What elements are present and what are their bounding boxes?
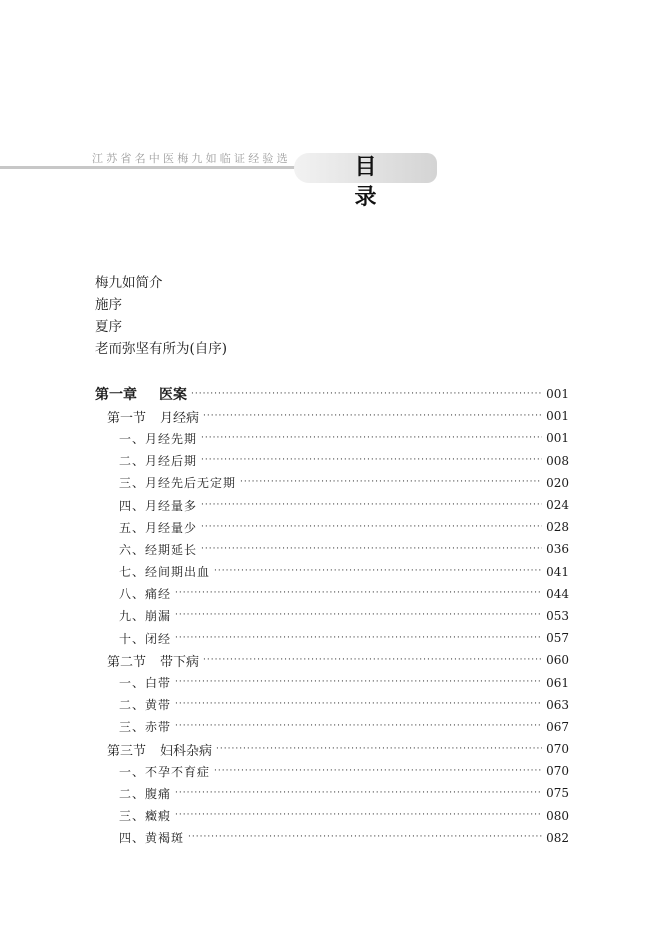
page-number: 024	[546, 498, 569, 513]
dot-leader	[191, 388, 542, 401]
toc-entry-label: 三、癥瘕	[119, 809, 172, 824]
dot-leader	[201, 521, 542, 534]
page-number: 001	[546, 431, 569, 446]
front-matter-item[interactable]: 梅九如简介	[95, 275, 163, 291]
toc-entry-label: 五、月经量少	[119, 520, 198, 535]
front-matter-list	[95, 272, 227, 360]
toc-entry-label: 二、月经后期	[119, 454, 198, 469]
toc-item-row[interactable]	[95, 694, 569, 716]
toc-entry-label: 四、黄褐斑	[119, 831, 185, 846]
table-of-contents	[95, 383, 569, 849]
dot-leader	[214, 565, 542, 578]
page-number: 001	[546, 387, 569, 402]
toc-entry-label: 三、月经先后无定期	[119, 476, 237, 491]
page-number: 028	[546, 520, 569, 535]
toc-entry-label	[95, 651, 199, 670]
toc-item-row[interactable]	[95, 716, 569, 738]
page-title: 目 录	[354, 155, 451, 210]
toc-item-row[interactable]	[95, 627, 569, 649]
toc-item-row[interactable]	[95, 605, 569, 627]
page-number: 067	[546, 719, 569, 734]
dot-leader	[216, 743, 542, 756]
toc-entry-label: 三、赤带	[119, 720, 172, 735]
toc-entry-label: 十、闭经	[119, 631, 172, 646]
front-matter-item[interactable]: 施序	[95, 297, 122, 313]
toc-item-row[interactable]	[95, 827, 569, 849]
toc-item-row[interactable]	[95, 583, 569, 605]
toc-section-row[interactable]	[95, 649, 569, 671]
toc-entry-title: 医案	[159, 387, 187, 404]
toc-entry-label: 一、不孕不育症	[119, 764, 211, 779]
toc-item-row[interactable]	[95, 671, 569, 693]
toc-entry-title: 妇科杂病	[160, 743, 213, 759]
dot-leader	[175, 676, 542, 689]
page-number: 070	[546, 742, 569, 757]
dot-leader	[201, 499, 542, 512]
toc-entry-label	[95, 740, 212, 759]
dot-leader	[175, 609, 542, 622]
toc-entry-label: 七、经间期出血	[119, 565, 211, 580]
dot-leader	[240, 476, 542, 489]
page-number: 075	[546, 786, 569, 801]
page-number: 041	[546, 564, 569, 579]
toc-entry-title: 带下病	[160, 654, 200, 670]
page-number: 001	[546, 409, 569, 424]
toc-section-row[interactable]	[95, 738, 569, 760]
toc-entry-label	[95, 407, 199, 426]
toc-item-row[interactable]	[95, 450, 569, 472]
page-number: 020	[546, 475, 569, 490]
toc-item-row[interactable]	[95, 427, 569, 449]
toc-item-row[interactable]	[95, 472, 569, 494]
toc-entry-title: 月经病	[160, 410, 200, 426]
page-number: 057	[546, 631, 569, 646]
toc-item-row[interactable]	[95, 494, 569, 516]
toc-item-row[interactable]	[95, 561, 569, 583]
toc-entry-prefix: 第一章	[95, 387, 137, 404]
page-number: 082	[546, 830, 569, 845]
toc-entry-prefix: 第三节	[107, 743, 147, 759]
toc-entry-label: 二、腹痛	[119, 786, 172, 801]
toc-entry-label: 一、月经先期	[119, 431, 198, 446]
page-number: 053	[546, 608, 569, 623]
dot-leader	[201, 543, 542, 556]
front-matter-item[interactable]: 夏序	[95, 319, 122, 335]
toc-chapter-row[interactable]	[95, 383, 569, 405]
title-tab	[294, 153, 451, 210]
toc-entry-label: 九、崩漏	[119, 609, 172, 624]
toc-entry-label: 一、白带	[119, 676, 172, 691]
toc-entry-label: 八、痛经	[119, 587, 172, 602]
dot-leader	[175, 632, 542, 645]
page-number: 061	[546, 675, 569, 690]
dot-leader	[175, 720, 542, 733]
toc-item-row[interactable]	[95, 538, 569, 560]
page-number: 008	[546, 453, 569, 468]
page-number: 063	[546, 697, 569, 712]
toc-item-row[interactable]	[95, 782, 569, 804]
toc-entry-prefix: 第二节	[107, 654, 147, 670]
page-number: 036	[546, 542, 569, 557]
dot-leader	[175, 698, 542, 711]
toc-entry-label	[95, 384, 187, 404]
toc-item-row[interactable]	[95, 760, 569, 782]
toc-entry-label: 六、经期延长	[119, 542, 198, 557]
toc-item-row[interactable]	[95, 805, 569, 827]
dot-leader	[175, 787, 542, 800]
page-number: 080	[546, 808, 569, 823]
dot-leader	[188, 831, 542, 844]
toc-item-row[interactable]	[95, 516, 569, 538]
page-number: 044	[546, 586, 569, 601]
toc-entry-label: 四、月经量多	[119, 498, 198, 513]
book-title: 江苏省名中医梅九如临证经验选	[92, 152, 291, 165]
dot-leader	[203, 654, 542, 667]
toc-entry-prefix: 第一节	[107, 410, 147, 426]
page-number: 070	[546, 764, 569, 779]
front-matter-item[interactable]: 老而弥坚有所为(自序)	[95, 341, 228, 357]
dot-leader	[175, 587, 542, 600]
toc-entry-label: 二、黄带	[119, 698, 172, 713]
dot-leader	[203, 410, 542, 423]
dot-leader	[214, 765, 542, 778]
dot-leader	[201, 454, 542, 467]
dot-leader	[201, 432, 542, 445]
toc-section-row[interactable]	[95, 405, 569, 427]
dot-leader	[175, 809, 542, 822]
page-number: 060	[546, 653, 569, 668]
header-rule	[0, 166, 320, 169]
